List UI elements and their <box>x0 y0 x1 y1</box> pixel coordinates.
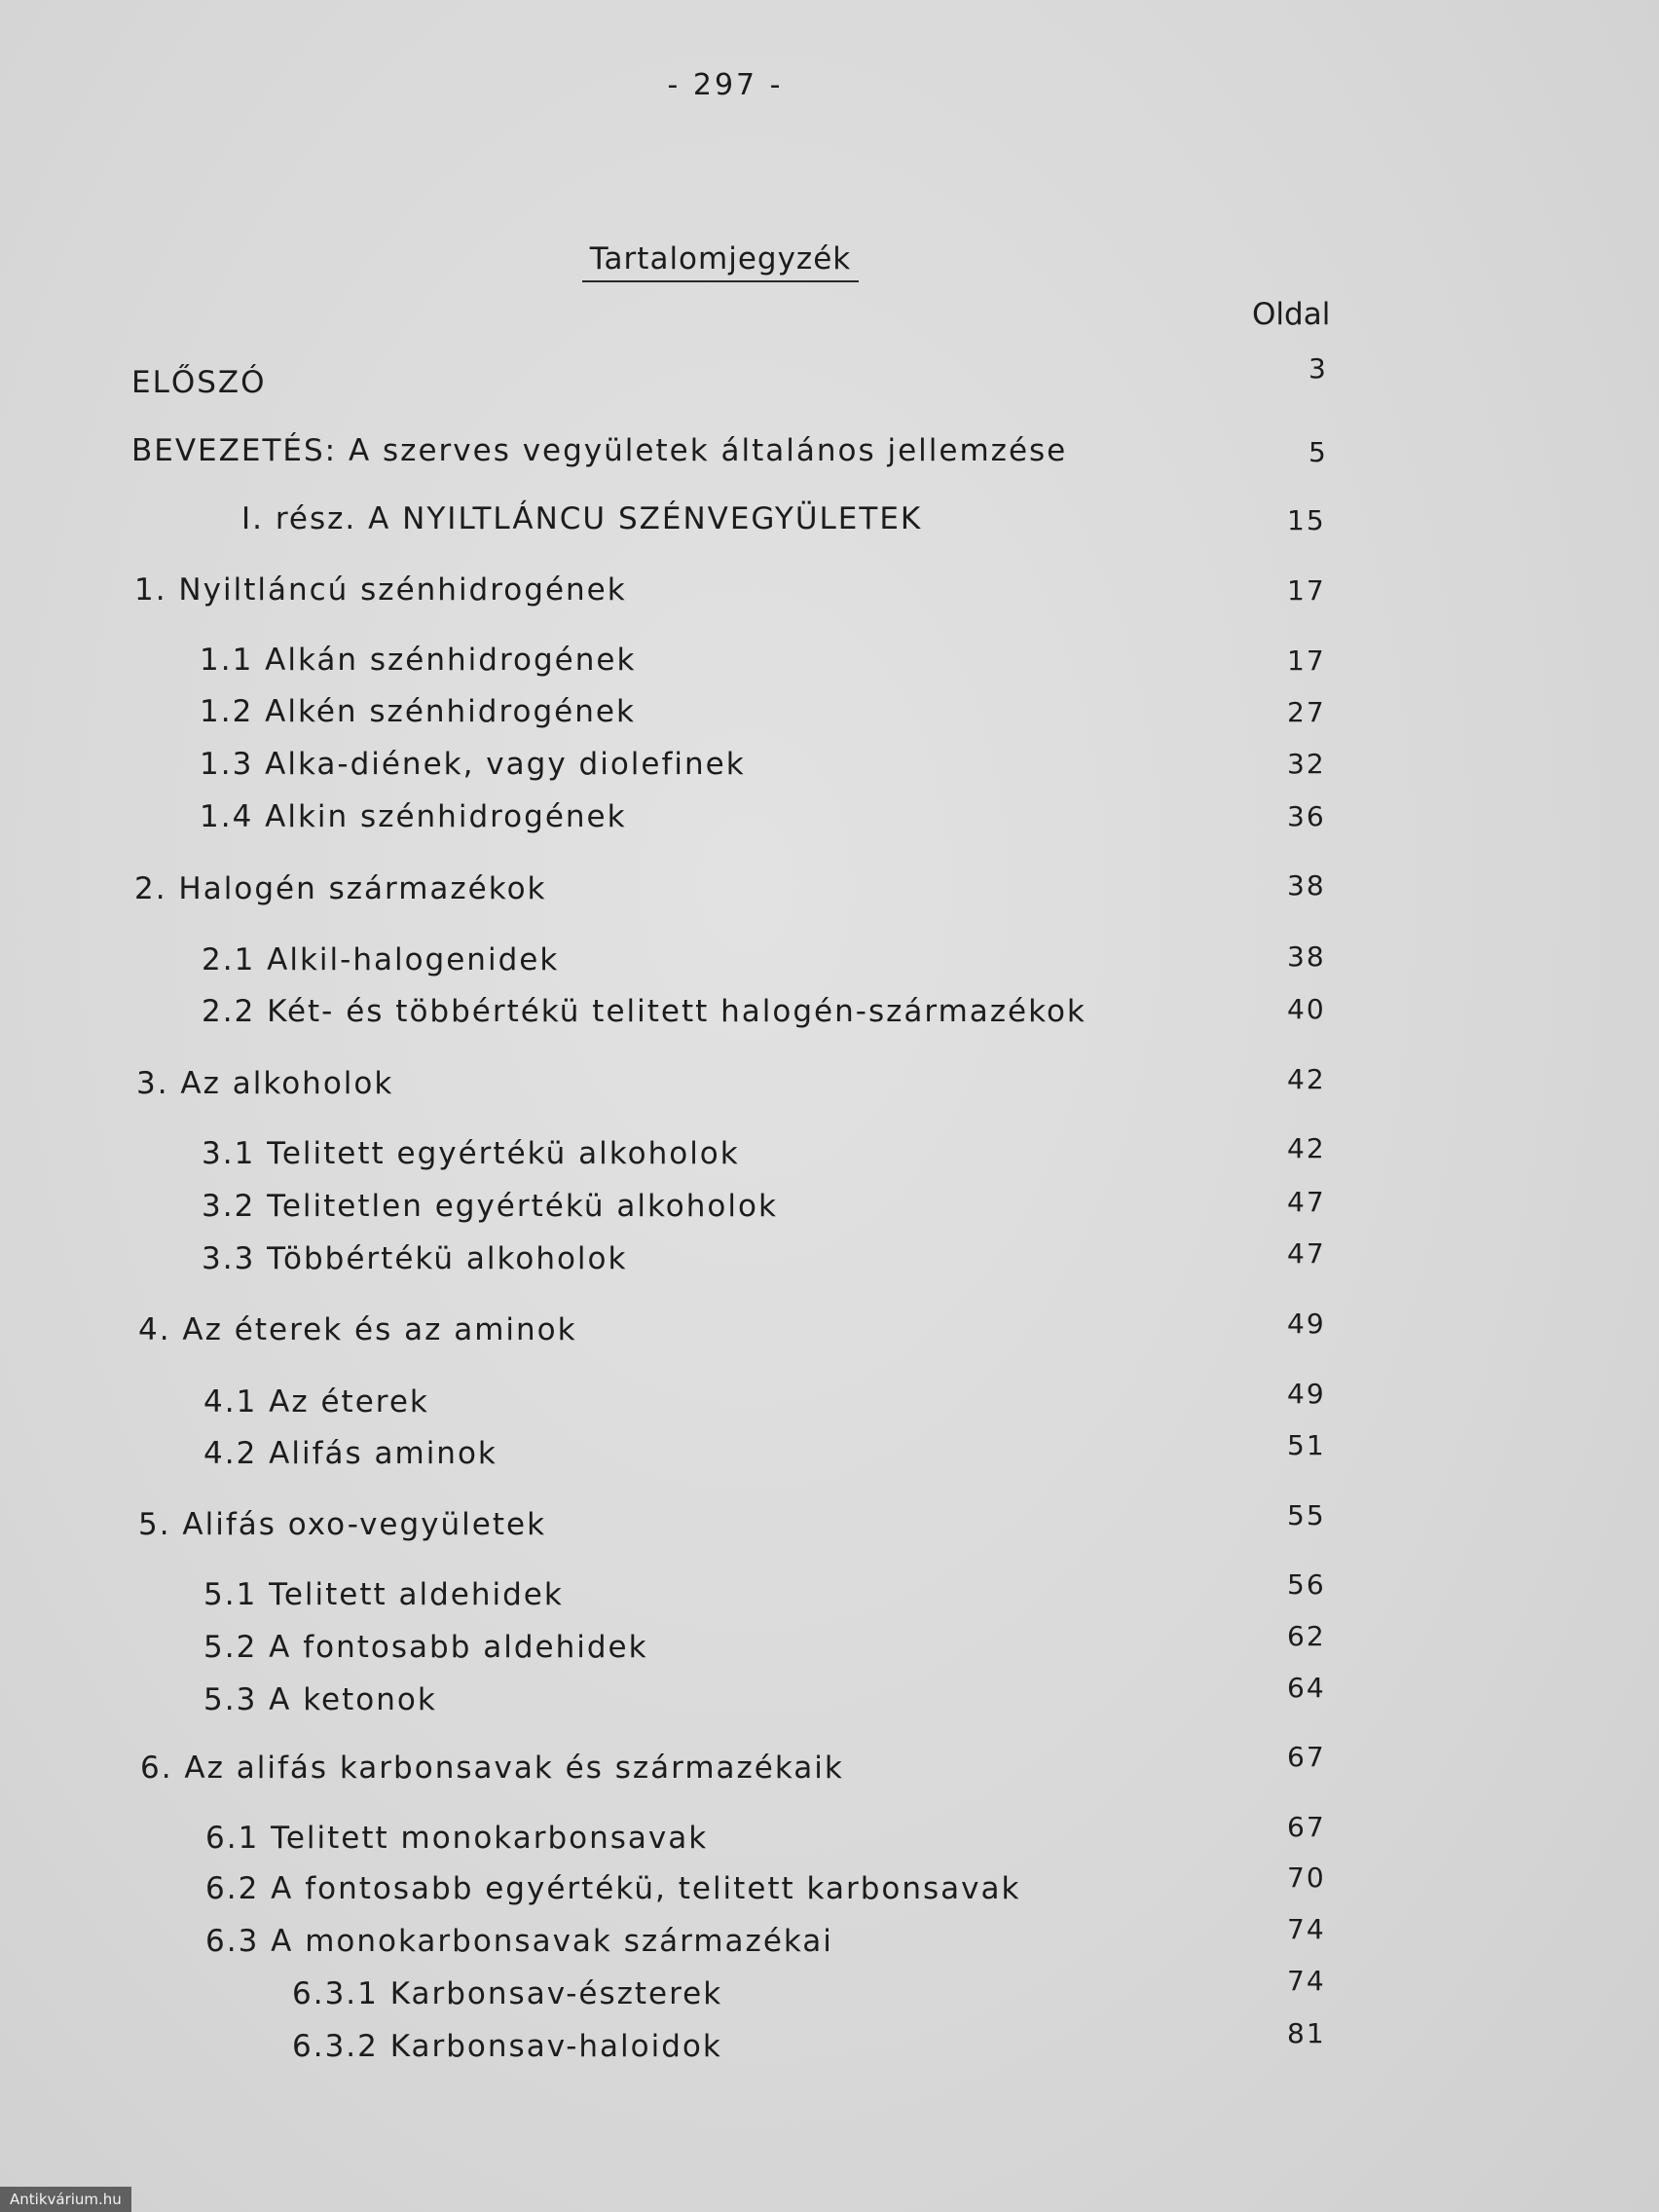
toc-entry-label: 1. Nyiltláncú szénhidrogének <box>134 572 627 608</box>
toc-entry-page: 49 <box>1287 1378 1326 1410</box>
toc-entry-page: 17 <box>1287 574 1326 607</box>
title-text: Tartalomjegyzék <box>582 241 859 282</box>
toc-entry-page: 64 <box>1287 1672 1326 1704</box>
toc-entry-page: 42 <box>1287 1063 1326 1095</box>
toc-entry-page: 74 <box>1287 1965 1326 1997</box>
toc-entry-page: 62 <box>1287 1620 1326 1652</box>
toc-entry-label: 6. Az alifás karbonsavak és származékaik <box>140 1751 844 1786</box>
toc-entry-page: 42 <box>1287 1132 1326 1164</box>
toc-entry-page: 81 <box>1287 2017 1326 2049</box>
toc-entry-label: 6.3.1 Karbonsav-észterek <box>292 1976 723 2011</box>
toc-entry-page: 40 <box>1287 993 1326 1025</box>
toc-entry-page: 17 <box>1287 645 1326 677</box>
toc-entry-label: 6.3 A monokarbonsavak származékai <box>205 1924 833 1959</box>
toc-entry-label: 2.1 Alkil-halogenidek <box>202 942 560 977</box>
toc-entry-page: 70 <box>1287 1862 1326 1894</box>
toc-entry-page: 15 <box>1287 504 1326 536</box>
toc-entry-label: ELŐSZÓ <box>131 365 267 400</box>
toc-entry-label: 6.1 Telitett monokarbonsavak <box>205 1821 709 1856</box>
toc-entry-label: 6.2 A fontosabb egyértékü, telitett karbonsavak <box>205 1871 1021 1906</box>
toc-entry-label: 1.1 Alkán szénhidrogének <box>200 643 637 678</box>
toc-entry-label: 5. Alifás oxo-vegyületek <box>138 1507 547 1542</box>
toc-entry-label: I. rész. A NYILTLÁNCU SZÉNVEGYÜLETEK <box>241 501 923 536</box>
toc-entry-label: 5.1 Telitett aldehidek <box>203 1577 564 1612</box>
watermark: Antikvárium.hu <box>0 2187 131 2212</box>
toc-entry-label: 2. Halogén származékok <box>134 871 547 906</box>
toc-entry-page: 56 <box>1287 1568 1326 1601</box>
toc-entry-label: 1.4 Alkin szénhidrogének <box>200 799 627 834</box>
toc-entry-page: 55 <box>1287 1499 1326 1531</box>
toc-entry-label: 4.2 Alifás aminok <box>203 1436 498 1471</box>
page-number: - 297 - <box>667 68 784 102</box>
page-title <box>0 241 1441 276</box>
toc-entry-page: 49 <box>1287 1308 1326 1340</box>
toc-entry-label: 5.2 A fontosabb aldehidek <box>203 1630 648 1665</box>
toc-entry-page: 67 <box>1287 1811 1326 1843</box>
toc-entry-page: 5 <box>1309 436 1328 468</box>
toc-entry-label: BEVEZETÉS: A szerves vegyületek általános jellemzése <box>131 433 1068 468</box>
toc-entry-page: 74 <box>1287 1913 1326 1945</box>
toc-entry-page: 38 <box>1287 940 1326 973</box>
toc-entry-page: 3 <box>1309 352 1328 385</box>
toc-entry-label: 3.2 Telitetlen egyértékü alkoholok <box>202 1189 778 1224</box>
toc-entry-page: 47 <box>1287 1186 1326 1218</box>
toc-entry-label: 4.1 Az éterek <box>203 1384 429 1419</box>
toc-entry-page: 38 <box>1287 869 1326 902</box>
toc-entry-label: 1.2 Alkén szénhidrogének <box>200 694 636 729</box>
toc-entry-page: 51 <box>1287 1429 1326 1461</box>
toc-entry-label: 2.2 Két- és többértékü telitett halogén-származékok <box>202 994 1087 1029</box>
toc-entry-label: 5.3 A ketonok <box>203 1682 437 1717</box>
page-column-header: Oldal <box>1252 297 1331 332</box>
toc-entry-page: 67 <box>1287 1741 1326 1773</box>
toc-entry-page: 27 <box>1287 696 1326 728</box>
toc-entry-label: 3. Az alkoholok <box>136 1066 394 1101</box>
toc-entry-label: 1.3 Alka-diének, vagy diolefinek <box>200 747 746 782</box>
toc-entry-page: 36 <box>1287 800 1326 832</box>
toc-entry-page: 47 <box>1287 1237 1326 1270</box>
toc-entry-label: 3.1 Telitett egyértékü alkoholok <box>202 1136 740 1171</box>
toc-entry-label: 3.3 Többértékü alkoholok <box>202 1241 628 1276</box>
toc-entry-label: 6.3.2 Karbonsav-haloidok <box>292 2029 722 2064</box>
toc-entry-label: 4. Az éterek és az aminok <box>138 1312 577 1347</box>
toc-entry-page: 32 <box>1287 748 1326 780</box>
